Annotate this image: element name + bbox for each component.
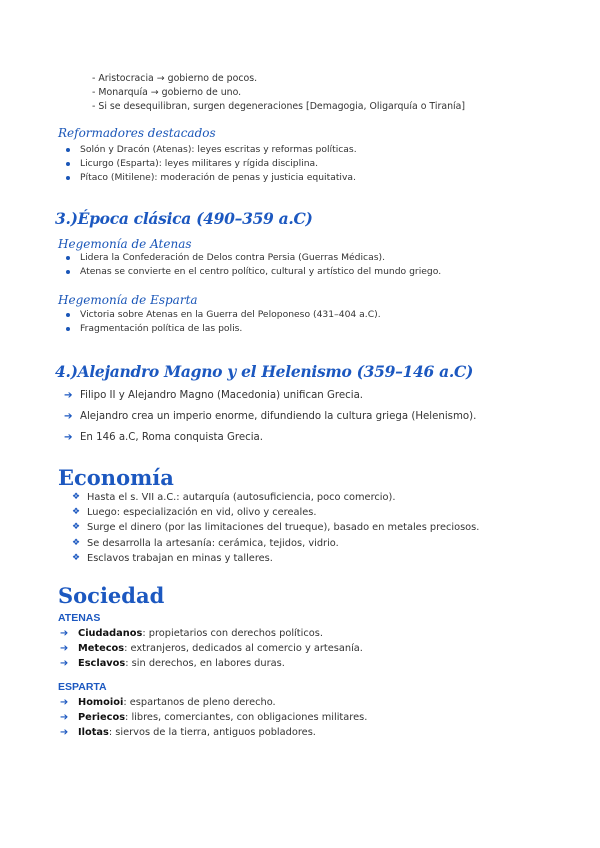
- list-item: [60, 725, 367, 740]
- arrow-icon: ➔: [64, 411, 73, 422]
- list-item-text: Esclavos trabajan en minas y talleres.: [87, 552, 273, 564]
- list-item: Licurgo (Esparta): leyes militares y rígida disciplina.: [64, 157, 357, 171]
- list-item: [72, 520, 479, 535]
- epoca-clasica-heading: 3.)Época clásica (490–359 a.C): [55, 209, 313, 228]
- list-item: Fragmentación política de las polis.: [64, 322, 381, 336]
- list-item: [60, 656, 363, 671]
- arrow-icon: ➔: [64, 390, 73, 401]
- list-item-text: Alejandro crea un imperio enorme, difundiendo la cultura griega (Helenismo).: [80, 411, 477, 422]
- list-item: [60, 695, 367, 710]
- diamond-bullet-icon: ❖: [72, 522, 81, 533]
- definition: : espartanos de pleno derecho.: [123, 697, 276, 708]
- economia-list: [72, 490, 479, 566]
- helenismo-list: [64, 389, 476, 452]
- diamond-bullet-icon: ❖: [72, 492, 81, 502]
- esparta-society-list: [60, 695, 367, 740]
- definition: : libres, comerciantes, con obligaciones militares.: [125, 712, 368, 723]
- list-item: [72, 551, 479, 566]
- arrow-icon: ➔: [60, 727, 69, 738]
- esparta-subheading: ESPARTA: [58, 681, 107, 693]
- arrow-icon: ➔: [60, 628, 69, 639]
- list-item: Pítaco (Mitilene): moderación de penas y justicia equitativa.: [64, 171, 357, 185]
- arrow-icon: ➔: [64, 432, 73, 443]
- list-item: [72, 490, 479, 505]
- helenismo-heading: 4.)Alejandro Magno y el Helenismo (359–146 a.C): [55, 362, 474, 381]
- reformadores-list: [64, 143, 357, 185]
- economia-heading: Economía: [58, 465, 174, 490]
- definition: : extranjeros, dedicados al comercio y artesanía.: [124, 643, 363, 654]
- list-item: [64, 410, 476, 431]
- atenas-subheading: ATENAS: [58, 612, 101, 624]
- definition: : siervos de la tierra, antiguos pobladores.: [108, 727, 316, 738]
- definition: : propietarios con derechos políticos.: [142, 628, 323, 639]
- diamond-bullet-icon: ❖: [72, 537, 81, 548]
- list-item-text: Luego: especialización en vid, olivo y cereales.: [87, 507, 317, 519]
- list-item-text: En 146 a.C, Roma conquista Grecia.: [80, 432, 264, 443]
- arrow-icon: ➔: [60, 697, 69, 708]
- arrow-icon: ➔: [60, 658, 69, 669]
- list-item-text: Filipo II y Alejandro Magno (Macedonia) unifican Grecia.: [80, 390, 364, 401]
- government-forms-list: [92, 72, 465, 113]
- sociedad-heading: Sociedad: [58, 583, 165, 608]
- term: Homoioi: [78, 697, 124, 708]
- term: Esclavos: [78, 658, 126, 669]
- list-item: [72, 505, 479, 520]
- list-item: [60, 626, 363, 641]
- list-item-text: Surge el dinero (por las limitaciones del trueque), basado en metales preciosos.: [87, 522, 480, 534]
- list-item: [72, 536, 479, 551]
- list-item: Atenas se convierte en el centro político, cultural y artístico del mundo griego.: [64, 265, 441, 279]
- diamond-bullet-icon: ❖: [72, 507, 81, 518]
- term: Ilotas: [78, 727, 109, 738]
- arrow-icon: ➔: [60, 643, 69, 654]
- diamond-bullet-icon: ❖: [72, 552, 81, 563]
- list-item: - Si se desequilibran, surgen degeneraciones [Demagogia, Oligarquía o Tiranía]: [92, 100, 465, 114]
- list-item: Victoria sobre Atenas en la Guerra del Peloponeso (431–404 a.C).: [64, 308, 381, 322]
- list-item: [60, 710, 367, 725]
- list-item: [64, 389, 476, 410]
- list-item: - Monarquía → gobierno de uno.: [92, 86, 465, 100]
- hegemonia-esparta-heading: Hegemonía de Esparta: [58, 293, 198, 307]
- term: Periecos: [78, 712, 126, 723]
- atenas-society-list: [60, 626, 363, 671]
- list-item: [60, 641, 363, 656]
- hegemonia-esparta-list: [64, 308, 381, 336]
- hegemonia-atenas-heading: Hegemonía de Atenas: [58, 237, 192, 251]
- arrow-icon: ➔: [60, 712, 69, 723]
- list-item-text: Hasta el s. VII a.C.: autarquía (autosuficiencia, poco comercio).: [87, 492, 396, 503]
- reformadores-heading: Reformadores destacados: [58, 126, 216, 140]
- term: Ciudadanos: [78, 628, 143, 639]
- hegemonia-atenas-list: [64, 251, 441, 279]
- term: Metecos: [78, 643, 125, 654]
- list-item: Lidera la Confederación de Delos contra Persia (Guerras Médicas).: [64, 251, 441, 265]
- list-item: Solón y Dracón (Atenas): leyes escritas y reformas políticas.: [64, 143, 357, 157]
- definition: : sin derechos, en labores duras.: [125, 658, 285, 669]
- list-item-text: Se desarrolla la artesanía: cerámica, tejidos, vidrio.: [87, 537, 339, 549]
- list-item: [64, 431, 476, 452]
- list-item: - Aristocracia → gobierno de pocos.: [92, 72, 465, 86]
